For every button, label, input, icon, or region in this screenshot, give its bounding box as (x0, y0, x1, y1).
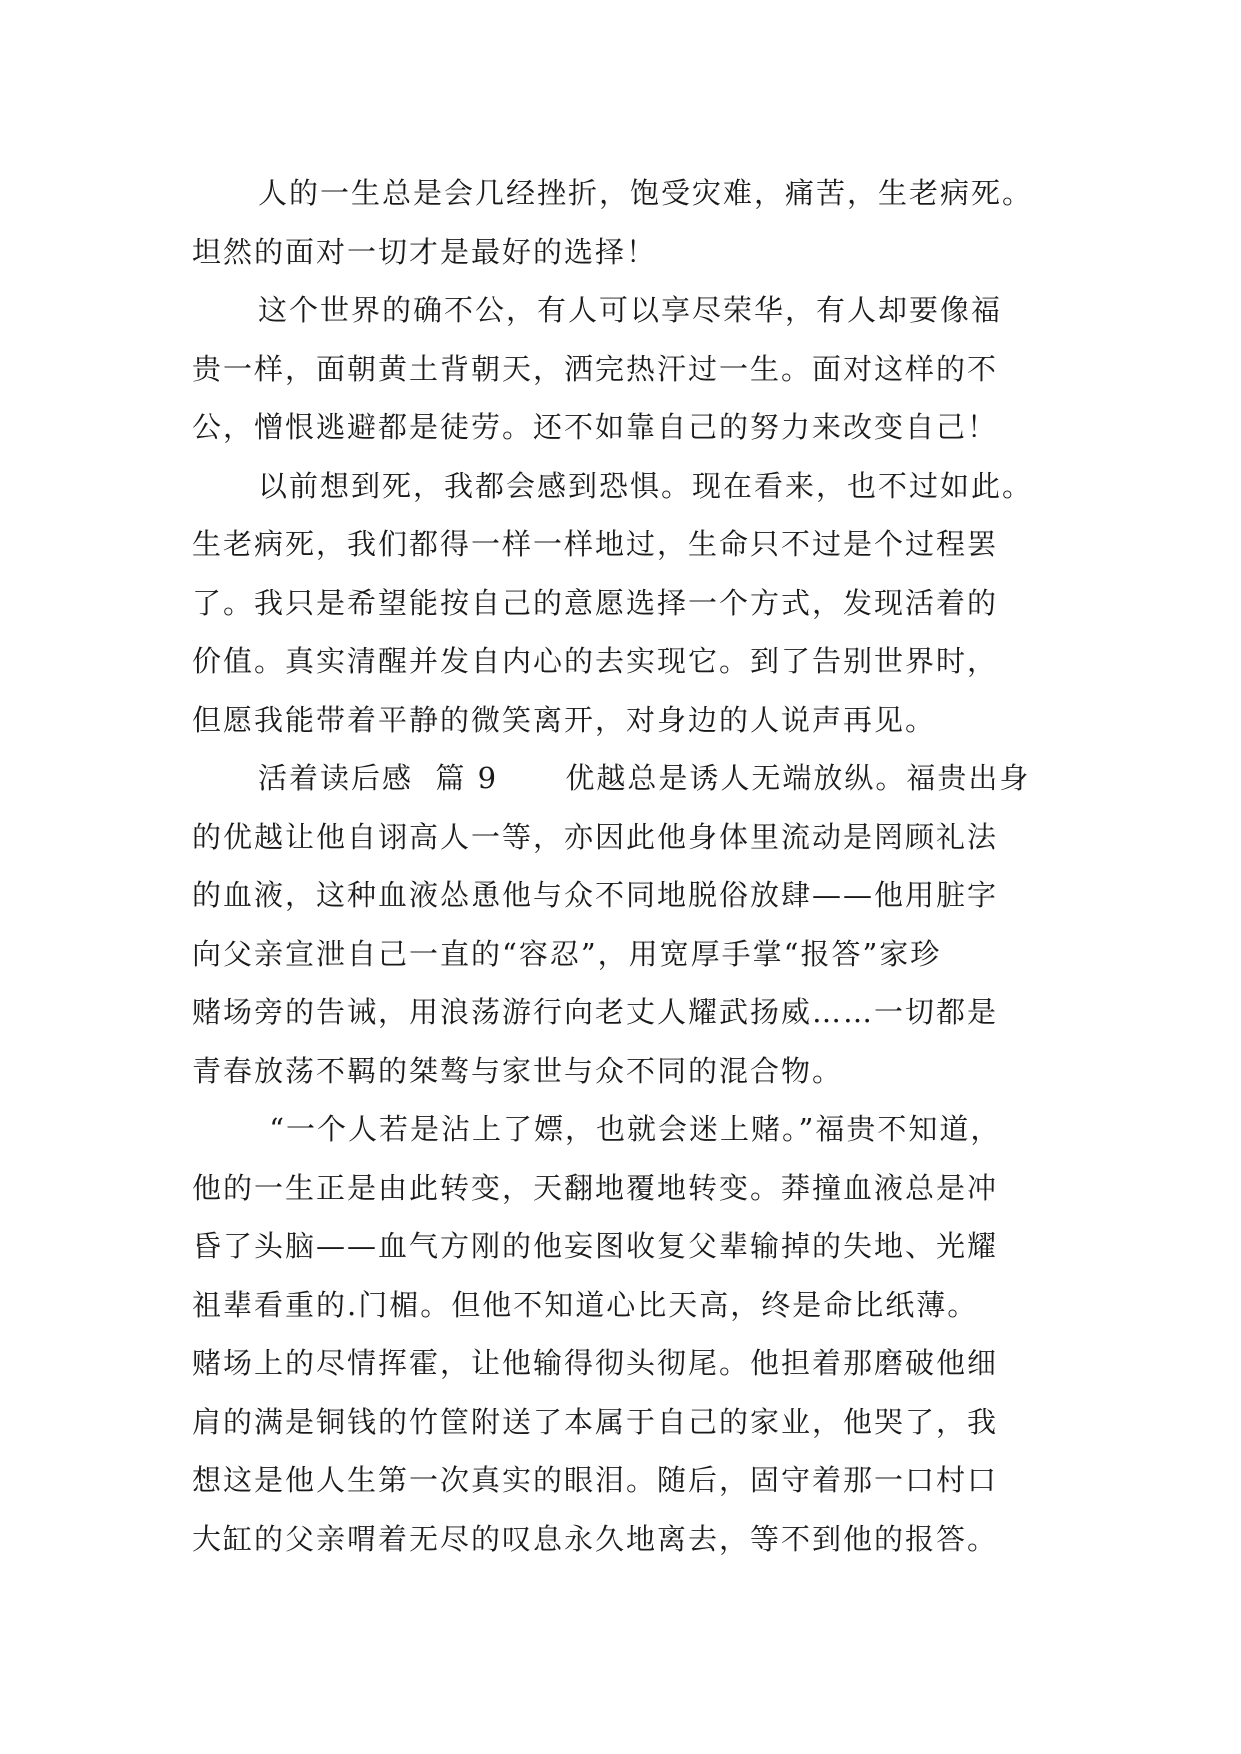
text-line: 赌场旁的告诫，用浪荡游行向老丈人耀武扬威……一切都是 (192, 995, 999, 1029)
text-line: 但愿我能带着平静的微笑离开，对身边的人说声再见。 (192, 702, 937, 737)
text-line: 生老病死，我们都得一样一样地过，生命只不过是个过程罢 (192, 527, 999, 561)
section-heading-line: 活着读后感 篇 9 优越总是诱人无端放纵。福贵出身 (258, 761, 1031, 795)
text-line: 的优越让他自诩高人一等，亦因此他身体里流动是罔顾礼法 (192, 819, 999, 854)
text-line: 大缸的父亲喟着无尽的叹息永久地离去，等不到他的报答。 (192, 1521, 999, 1556)
text-line: 了。我只是希望能按自己的意愿选择一个方式，发现活着的 (192, 585, 999, 620)
text-line: 的血液，这种血液怂恿他与众不同地脱俗放肆——他用脏字 (192, 878, 999, 912)
text-line: 向父亲宣泄自己一直的“容忍”，用宽厚手掌“报答”家珍 (192, 936, 942, 971)
text-line: 肩的满是铜钱的竹筐附送了本属于自己的家业，他哭了，我 (192, 1404, 999, 1439)
text-line: 他的一生正是由此转变，天翻地覆地转变。莽撞血液总是冲 (192, 1170, 999, 1205)
text-line: 人的一生总是会几经挫折，饱受灾难，痛苦，生老病死。 (258, 176, 1034, 210)
text-line: 以前想到死，我都会感到恐惧。现在看来，也不过如此。 (258, 468, 1034, 503)
text-line: 昏了头脑——血气方刚的他妄图收复父辈输掉的失地、光耀 (192, 1229, 999, 1263)
text-line: 想这是他人生第一次真实的眼泪。随后，固守着那一口村口 (192, 1463, 999, 1497)
text-line: 这个世界的确不公，有人可以享尽荣华，有人却要像福 (258, 293, 1003, 327)
body-text (192, 164, 1072, 1568)
text-line: “一个人若是沾上了嫖，也就会迷上赌。”福贵不知道， (258, 1112, 1002, 1146)
text-line: 公，憎恨逃避都是徒劳。还不如靠自己的努力来改变自己！ (192, 410, 999, 444)
text-line: 赌场上的尽情挥霍，让他输得彻头彻尾。他担着那磨破他细 (192, 1346, 999, 1380)
text-line: 坦然的面对一切才是最好的选择！ (192, 234, 658, 269)
text-line: 价值。真实清醒并发自内心的去实现它。到了告别世界时， (192, 644, 999, 678)
text-line: 祖辈看重的.门楣。但他不知道心比天高，终是命比纸薄。 (192, 1287, 979, 1322)
text-line: 贵一样，面朝黄土背朝天，洒完热汗过一生。面对这样的不 (192, 351, 999, 386)
text-line: 青春放荡不羁的桀骜与家世与众不同的混合物。 (192, 1053, 844, 1088)
